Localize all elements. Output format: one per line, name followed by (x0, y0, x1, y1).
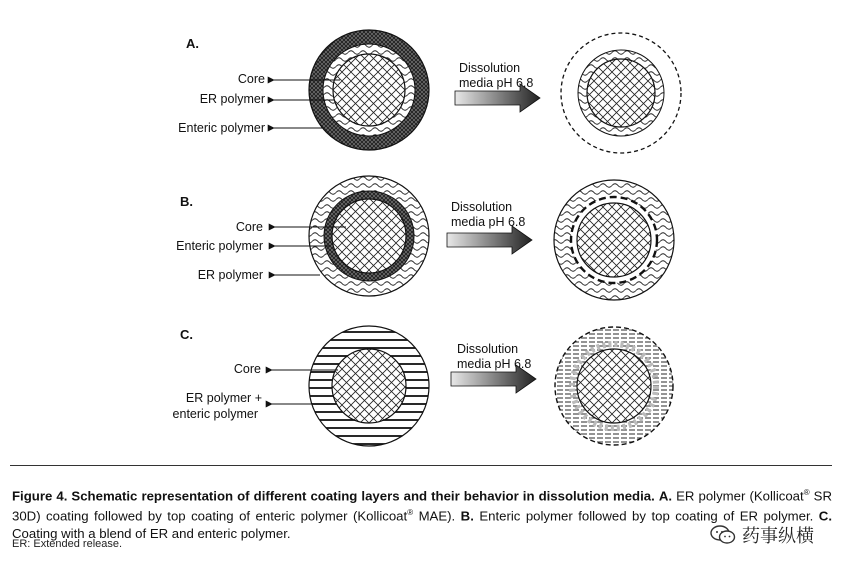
panel-b-label-er-polymer: ER polymer (197, 268, 263, 282)
caption-b-text: Enteric polymer followed by top coating of ER polymer. (479, 508, 814, 524)
wechat-icon (710, 525, 736, 545)
panel-c-arrow-text-1: Dissolution (457, 342, 519, 356)
panel-b-label-enteric-polymer: Enteric polymer (176, 239, 263, 253)
watermark (710, 522, 814, 548)
panel-b (176, 176, 674, 300)
caption-a-text-3: MAE). (418, 508, 456, 524)
figure-caption (12, 484, 832, 542)
panel-c-label-er-enteric-1: ER polymer + (185, 391, 262, 405)
panel-c-label-er-enteric-2: enteric polymer (172, 407, 258, 421)
panel-c-label-core: Core (233, 362, 261, 376)
panel-a-label-er-polymer: ER polymer (199, 92, 265, 106)
panel-c (173, 326, 673, 446)
watermark-text: 药事纵横 (742, 526, 814, 547)
panel-a (178, 30, 681, 153)
panel-a-result-tablet (561, 33, 681, 153)
panel-c-letter: C. (180, 327, 193, 342)
footnote: ER: Extended release. (12, 538, 123, 550)
panel-b-arrow-text-1: Dissolution (451, 200, 513, 214)
panel-b-letter: B. (180, 194, 193, 209)
panel-a-arrow-text-1: Dissolution (459, 61, 521, 75)
panel-a-label-enteric-polymer: Enteric polymer (178, 121, 265, 135)
panel-a-letter: A. (186, 36, 199, 51)
caption-a-text-1: ER polymer (Kollicoat (676, 488, 804, 504)
panel-b-result-tablet (554, 180, 674, 300)
caption-a-letter: A. (658, 488, 673, 504)
panel-b-label-core: Core (235, 220, 263, 234)
caption-c-text: Coating with a blend of ER and enteric polymer. (12, 525, 291, 541)
caption-reg-mark-1: ® (803, 488, 810, 497)
caption-c-letter: C. (818, 508, 832, 524)
panel-c-tablet (309, 326, 429, 446)
caption-b-letter: B. (460, 508, 474, 524)
panel-a-arrow-text-2: media pH 6.8 (459, 76, 534, 90)
panel-b-tablet (309, 176, 429, 296)
caption-reg-mark-2: ® (407, 508, 414, 518)
panel-c-arrow-text-2: media pH 6.8 (457, 357, 532, 371)
panel-b-arrow-text-2: media pH 6.8 (451, 215, 526, 229)
caption-a-text-2: SR 30D) coating followed by top coating of enteric polymer (Kollicoat (12, 488, 832, 524)
panel-a-tablet (309, 30, 429, 150)
panel-c-result-tablet (555, 327, 673, 445)
caption-figure-label: Figure 4. Schematic representation of different coating layers and their behavior in dissolution media. (12, 488, 655, 504)
panel-b-dissolution-arrow (447, 226, 532, 254)
panel-a-label-core: Core (237, 72, 265, 86)
caption-divider (10, 465, 832, 466)
